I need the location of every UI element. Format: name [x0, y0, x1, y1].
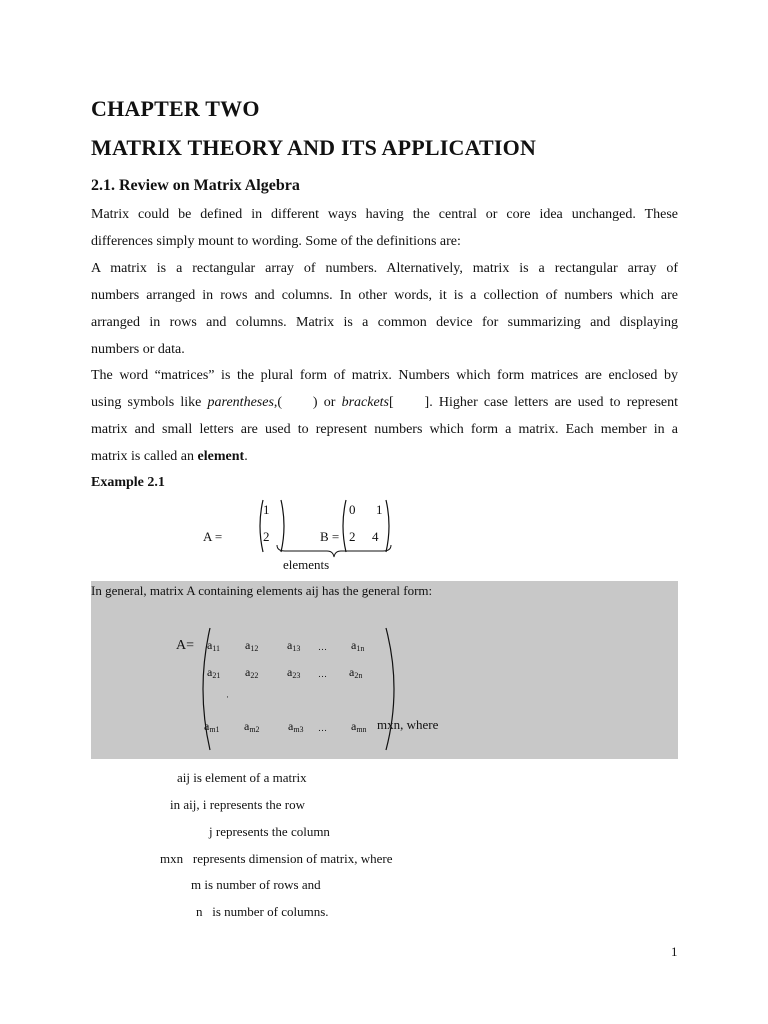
element-subscript: mn	[356, 725, 367, 734]
matrix-b-entry: 2	[349, 529, 356, 544]
element-letter: a	[207, 665, 213, 679]
section-heading: 2.1. Review on Matrix Algebra	[91, 177, 300, 194]
text-line: differences simply mount to wording. Some of the definitions are:	[91, 234, 461, 249]
text-fragment: matrix is called an	[91, 449, 198, 464]
element-subscript: 13	[292, 644, 301, 653]
text-line: matrix and small letters are used to represent numbers which form a matrix. Each member in a	[91, 422, 678, 437]
text-line	[91, 443, 678, 470]
element-subscript: m3	[293, 725, 304, 734]
element-subscript: m2	[249, 725, 260, 734]
element-subscript: 22	[250, 671, 259, 680]
note-column: j represents the column	[209, 824, 330, 839]
matrix-element-a2n	[349, 665, 362, 680]
text-fragment: using symbols like	[91, 395, 208, 410]
element-letter: a	[207, 638, 213, 652]
row-ellipsis: …	[318, 642, 327, 652]
chapter-title: MATRIX THEORY AND ITS APPLICATION	[91, 135, 537, 160]
matrix-b-entry: 1	[376, 502, 383, 517]
text-line: arranged in rows and columns. Matrix is a common device for summarizing and displaying	[91, 315, 678, 330]
element-letter: a	[245, 665, 251, 679]
text-line: numbers arranged in rows and columns. In other words, it is a collection of numbers which are	[91, 288, 678, 303]
matrix-element-a22	[245, 665, 258, 680]
element-letter: a	[288, 719, 294, 733]
element-letter: a	[244, 719, 250, 733]
element-letter: a	[245, 638, 251, 652]
note-columns: n is number of columns.	[196, 904, 329, 919]
matrix-element-am3	[288, 719, 304, 734]
chapter-heading: CHAPTER TWO	[91, 96, 260, 121]
general-form-intro: In general, matrix A containing elements aij has the general form:	[91, 583, 433, 598]
matrix-element-a13	[287, 638, 300, 653]
matrix-a-entry: 1	[263, 502, 270, 517]
text-line	[91, 389, 678, 416]
note-dimension: mxn represents dimension of matrix, where	[160, 851, 393, 866]
element-subscript: m1	[209, 725, 220, 734]
page-number: 1	[671, 944, 678, 959]
matrix-b-entry: 0	[349, 502, 356, 517]
element-letter: a	[204, 719, 210, 733]
elements-label: elements	[283, 557, 330, 572]
matrix-element-a11	[207, 638, 220, 653]
term-brackets: brackets	[341, 395, 390, 410]
dimension-suffix: mxn, where	[377, 717, 439, 732]
element-subscript: 1n	[356, 644, 365, 653]
text-line: The word “matrices” is the plural form of matrix. Numbers which form matrices are enclosed by	[91, 368, 678, 383]
vertical-dot: ·	[226, 692, 229, 702]
note-rows: m is number of rows and	[191, 877, 321, 892]
matrix-element-am2	[244, 719, 260, 734]
row-ellipsis: …	[318, 723, 327, 733]
element-letter: a	[287, 638, 293, 652]
element-subscript: 21	[212, 671, 221, 680]
element-letter: a	[351, 719, 357, 733]
element-letter: a	[351, 638, 357, 652]
matrix-element-amn	[351, 719, 367, 734]
text-line: A matrix is a rectangular array of numbers. Alternatively, matrix is a rectangular array of	[91, 261, 678, 276]
matrix-element-a23	[287, 665, 300, 680]
paragraph-matrices	[91, 362, 678, 470]
paragraph-matrix-definition	[91, 255, 678, 363]
matrix-b-entry: 4	[372, 529, 379, 544]
paragraph-definition-intro	[91, 201, 678, 255]
text-fragment: ,( ) or	[273, 395, 342, 410]
matrix-element-am1	[204, 719, 220, 734]
text-line: Matrix could be defined in different ways having the central or core idea unchanged. These	[91, 207, 678, 222]
term-element: element	[197, 449, 245, 464]
example-label: Example 2.1	[91, 475, 165, 490]
element-subscript: 11	[212, 644, 221, 653]
matrix-b-label: B =	[320, 529, 340, 544]
element-subscript: 12	[250, 644, 259, 653]
matrix-element-a1n	[351, 638, 364, 653]
general-matrix-label: A=	[176, 638, 195, 653]
row-ellipsis: …	[318, 669, 327, 679]
text-fragment: [ ]. Higher case letters are used to represent	[389, 395, 678, 410]
element-letter: a	[287, 665, 293, 679]
note-row: in aij, i represents the row	[170, 797, 306, 812]
matrix-a-label: A =	[203, 529, 223, 544]
text-fragment: .	[244, 449, 248, 464]
matrix-element-a12	[245, 638, 258, 653]
element-subscript: 23	[292, 671, 301, 680]
element-letter: a	[349, 665, 355, 679]
term-parentheses: parentheses	[207, 395, 274, 410]
matrix-a-entry: 2	[263, 529, 270, 544]
note-aij: aij is element of a matrix	[177, 770, 307, 785]
element-subscript: 2n	[354, 671, 363, 680]
matrix-element-a21	[207, 665, 220, 680]
text-line: numbers or data.	[91, 342, 185, 357]
